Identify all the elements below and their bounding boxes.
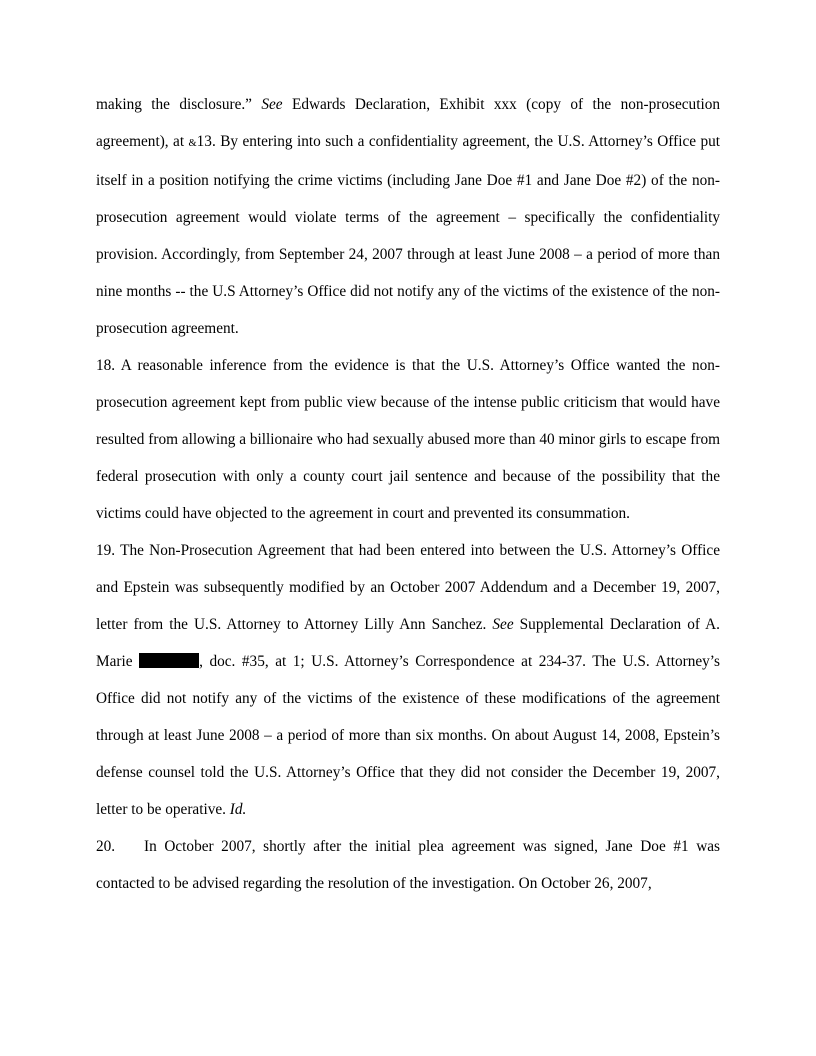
italic-see: See — [492, 616, 514, 633]
paragraph-19 — [96, 532, 720, 828]
text-run: making the disclosure.” — [96, 96, 262, 113]
paragraph-number: 20. — [96, 838, 116, 855]
text-run: , doc. #35, at 1; U.S. Attorney’s Correspondence at 234-37. The U.S. Attorney’s Office did not notify any of the victims of the existence of these modifications of the agreement through at least June 2008 – a period of more than six months. On about August 14, 2008, Epstein’s defense counsel told the U.S. Attorney’s Office that they did not consider the December 19, 2007, letter to be operative. — [96, 653, 720, 818]
text-run: Edwards Declaration, Exhibit xxx (copy of the non-prosecution agreement), at — [96, 96, 720, 150]
italic-see: See — [261, 96, 283, 113]
paragraph-20 — [96, 828, 720, 902]
italic-id: Id. — [229, 801, 247, 818]
paragraph-symbol: & — [188, 138, 197, 149]
text-run: 19. The Non-Prosecution Agreement that had been entered into between the U.S. Attorney’s Office and Epstein was subsequently modified by an October 2007 Addendum and a December 19, 2007, letter from the U.S. Attorney to Attorney Lilly Ann Sanchez. — [96, 542, 720, 633]
text-run: Supplemental Declaration of A. Marie — [96, 616, 720, 670]
text-run: In October 2007, shortly after the initial plea agreement was signed, Jane Doe #1 was contacted to be advised regarding the resolution of the investigation. On October 26, 2007, — [96, 838, 720, 892]
paragraph-17-continuation — [96, 86, 720, 347]
redaction-bar — [139, 653, 199, 668]
text-run: 13. By entering into such a confidentiality agreement, the U.S. Attorney’s Office put itself in a position notifying the crime victims (including Jane Doe #1 and Jane Doe #2) of the non-prosecution agreement would violate terms of the agreement – specifically the confidentiality provision. Accordingly, from September 24, 2007 through at least June 2008 – a period of more than nine months -- the U.S Attorney’s Office did not notify any of the victims of the existence of the non-prosecution agreement. — [96, 133, 720, 337]
paragraph-18: 18. A reasonable inference from the evidence is that the U.S. Attorney’s Office wanted the non-prosecution agreement kept from public view because of the intense public criticism that would have resulted from allowing a billionaire who had sexually abused more than 40 minor girls to escape from federal prosecution with only a county court jail sentence and because of the possibility that the victims could have objected to the agreement in court and prevented its consummation. — [96, 357, 720, 522]
document-page — [96, 86, 720, 902]
